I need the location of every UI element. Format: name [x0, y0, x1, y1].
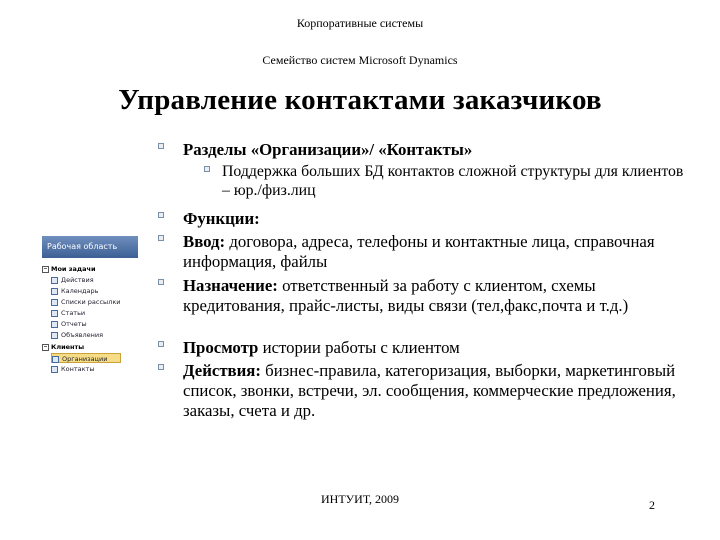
bullet-actions-text: бизнес-правила, категоризация, выборки, маркетинговый список, звонки, встречи, эл. сообщения, коммерческие предложения, заказы, счета и др.	[183, 361, 676, 421]
bullet-view	[148, 338, 688, 358]
bullet-functions	[148, 209, 688, 229]
group-customers[interactable]	[42, 343, 84, 352]
bullet-icon	[158, 341, 164, 347]
bullet-view-label: Просмотр	[183, 338, 259, 357]
subbullet-large-db-text: Поддержка больших БД контактов сложной структуры для клиентов – юр./физ.лиц	[222, 163, 684, 199]
activities-icon	[51, 277, 58, 284]
sidebar-header: Рабочая область	[42, 236, 138, 258]
bullet-sections-text: Разделы «Организации»/ «Контакты»	[183, 140, 473, 159]
header-line-2: Семейство систем Microsoft Dynamics	[262, 53, 458, 67]
bullet-input-text: договора, адреса, телефоны и контактные лица, справочная информация, файлы	[183, 232, 655, 272]
slide-title: Управление контактами заказчиков	[118, 84, 602, 116]
subbullet-large-db	[148, 162, 688, 200]
collapse-icon[interactable]: −	[43, 265, 48, 272]
sidebar-item-contacts[interactable]: Контакты	[51, 364, 94, 374]
sidebar-item-reports[interactable]: Отчеты	[51, 319, 87, 329]
contact-icon	[51, 366, 58, 373]
bullet-actions	[148, 361, 688, 422]
workspace-sidebar	[38, 232, 138, 380]
bullet-icon	[158, 212, 164, 218]
footer-text: ИНТУИТ, 2009	[321, 492, 399, 506]
bullet-icon	[158, 143, 164, 149]
bullet-assignment-text: ответственный за работу с клиентом, схемы кредитования, прайс-листы, виды связи (тел,факс,почта и т.д.)	[183, 276, 629, 316]
sidebar-item-calendar[interactable]: Календарь	[51, 286, 98, 296]
bullet-icon	[158, 235, 164, 241]
sidebar-item-articles[interactable]: Статьи	[51, 308, 85, 318]
report-icon	[51, 321, 58, 328]
group-my-tasks[interactable]	[42, 265, 96, 274]
bullet-assignment-label: Назначение:	[183, 276, 278, 295]
bullet-actions-label: Действия:	[183, 361, 261, 380]
bullet-input-label: Ввод:	[183, 232, 226, 251]
bullet-assignment	[148, 276, 688, 316]
sidebar-item-activities[interactable]: Действия	[51, 275, 94, 285]
collapse-icon[interactable]: −	[43, 343, 48, 350]
header-line-1: Корпоративные системы	[296, 16, 424, 30]
sidebar-item-organizations[interactable]: Организации	[51, 353, 121, 363]
organization-icon	[52, 356, 59, 363]
page-number: 2	[649, 498, 655, 512]
sidebar-item-mailing-lists[interactable]: Списки рассылки	[51, 297, 121, 307]
bullet-icon	[158, 279, 164, 285]
bullet-functions-label: Функции:	[183, 209, 260, 228]
calendar-icon	[51, 288, 58, 295]
article-icon	[51, 310, 58, 317]
bullet-icon	[158, 364, 164, 370]
bullet-view-text: истории работы с клиентом	[258, 338, 460, 357]
announcement-icon	[51, 332, 58, 339]
bullet-icon	[204, 166, 210, 172]
mailing-list-icon	[51, 299, 58, 306]
group-customers-label: Клиенты	[51, 343, 85, 351]
sidebar-item-announcements[interactable]: Объявления	[51, 330, 103, 340]
group-my-tasks-label: Мои задачи	[51, 265, 96, 273]
bullet-input	[148, 232, 688, 272]
bullet-sections	[148, 140, 688, 160]
